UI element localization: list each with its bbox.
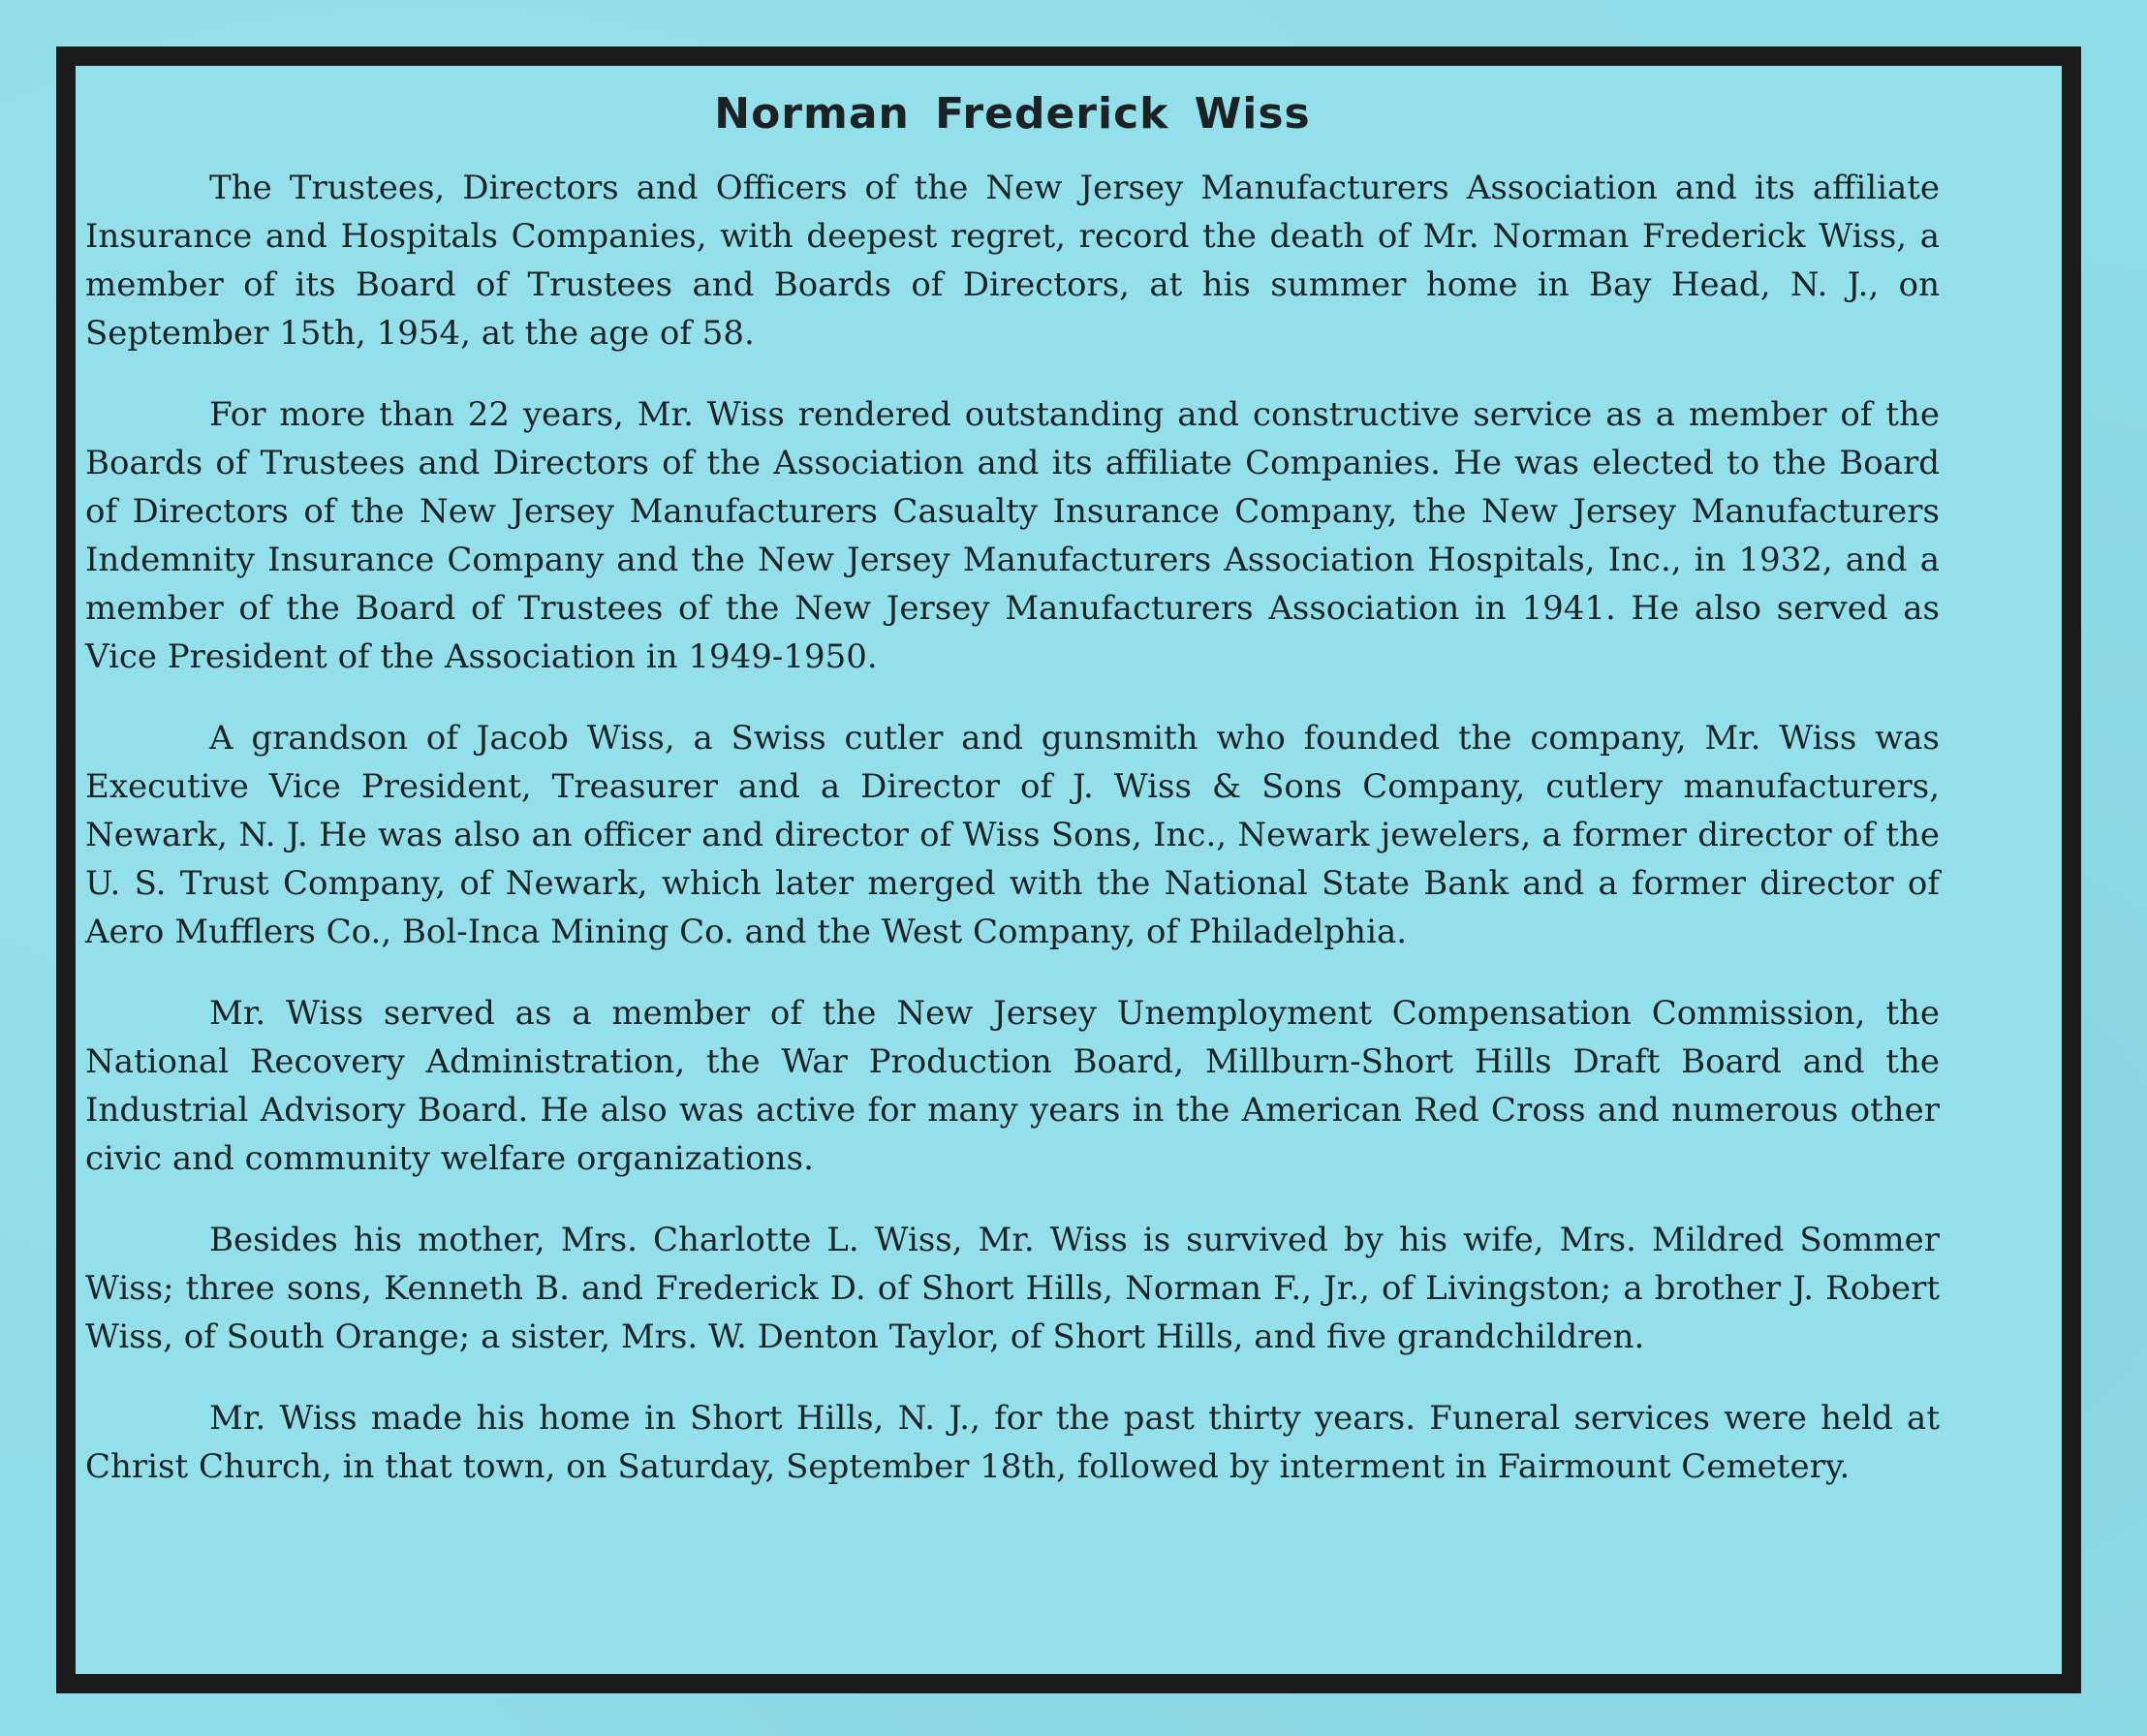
paragraph-career: A grandson of Jacob Wiss, a Swiss cutler and gunsmith who founded the company, Mr. Wiss was Executive Vice President, Treasurer and a Director of J. Wiss & Sons Company, cutlery manufacturers, Newark, N. J. He was also an officer and director of Wiss Sons, Inc., Newark jewelers, a former director of the U. S. Trust Company, of Newark, which later merged with the National State Bank and a former director of Aero Mufflers Co., Bol-Inca Mining Co. and the West Company, of Philadelphia. [85,719,1940,951]
paragraph-service: For more than 22 years, Mr. Wiss rendered outstanding and constructive service as a member of the Boards of Trustees and Directors of the Association and its affiliate Companies. He was elected to the Board of Directors of the New Jersey Manufacturers Casualty Insurance Company, the New Jersey Manufacturers Indemnity Insurance Company and the New Jersey Manufacturers Association Hospitals, Inc., in 1932, and a member of the Board of Trustees of the New Jersey Manufacturers Association in 1941. He also served as Vice President of the Association in 1949-1950. [85,395,1940,676]
paragraph-funeral: Mr. Wiss made his home in Short Hills, N. J., for the past thirty years. Funeral services were held at Christ Church, in that town, on Saturday, September 18th, followed by interment in Fairmount Cemetery. [85,1399,1940,1486]
memorial-resolution [85,89,1940,1524]
paragraph-death-notice: The Trustees, Directors and Officers of the New Jersey Manufacturers Association and its affiliate Insurance and Hospitals Companies, with deepest regret, record the death of Mr. Norman Frederick Wiss, a member of its Board of Trustees and Boards of Directors, at his summer home in Bay Head, N. J., on September 15th, 1954, at the age of 58. [85,169,1940,353]
paragraph-survivors: Besides his mother, Mrs. Charlotte L. Wiss, Mr. Wiss is survived by his wife, Mrs. Mildred Sommer Wiss; three sons, Kenneth B. and Frederick D. of Short Hills, Norman F., Jr., of Livingston; a brother J. Robert Wiss, of South Orange; a sister, Mrs. W. Denton Taylor, of Short Hills, and five grandchildren. [85,1221,1940,1356]
document-title: Norman Frederick Wiss [714,89,1311,139]
paragraph-public-service: Mr. Wiss served as a member of the New Jersey Unemployment Compensation Commission, the National Recovery Administration, the War Production Board, Millburn-Short Hills Draft Board and the Industrial Advisory Board. He also was active for many years in the American Red Cross and numerous other civic and community welfare organizations. [85,994,1940,1178]
